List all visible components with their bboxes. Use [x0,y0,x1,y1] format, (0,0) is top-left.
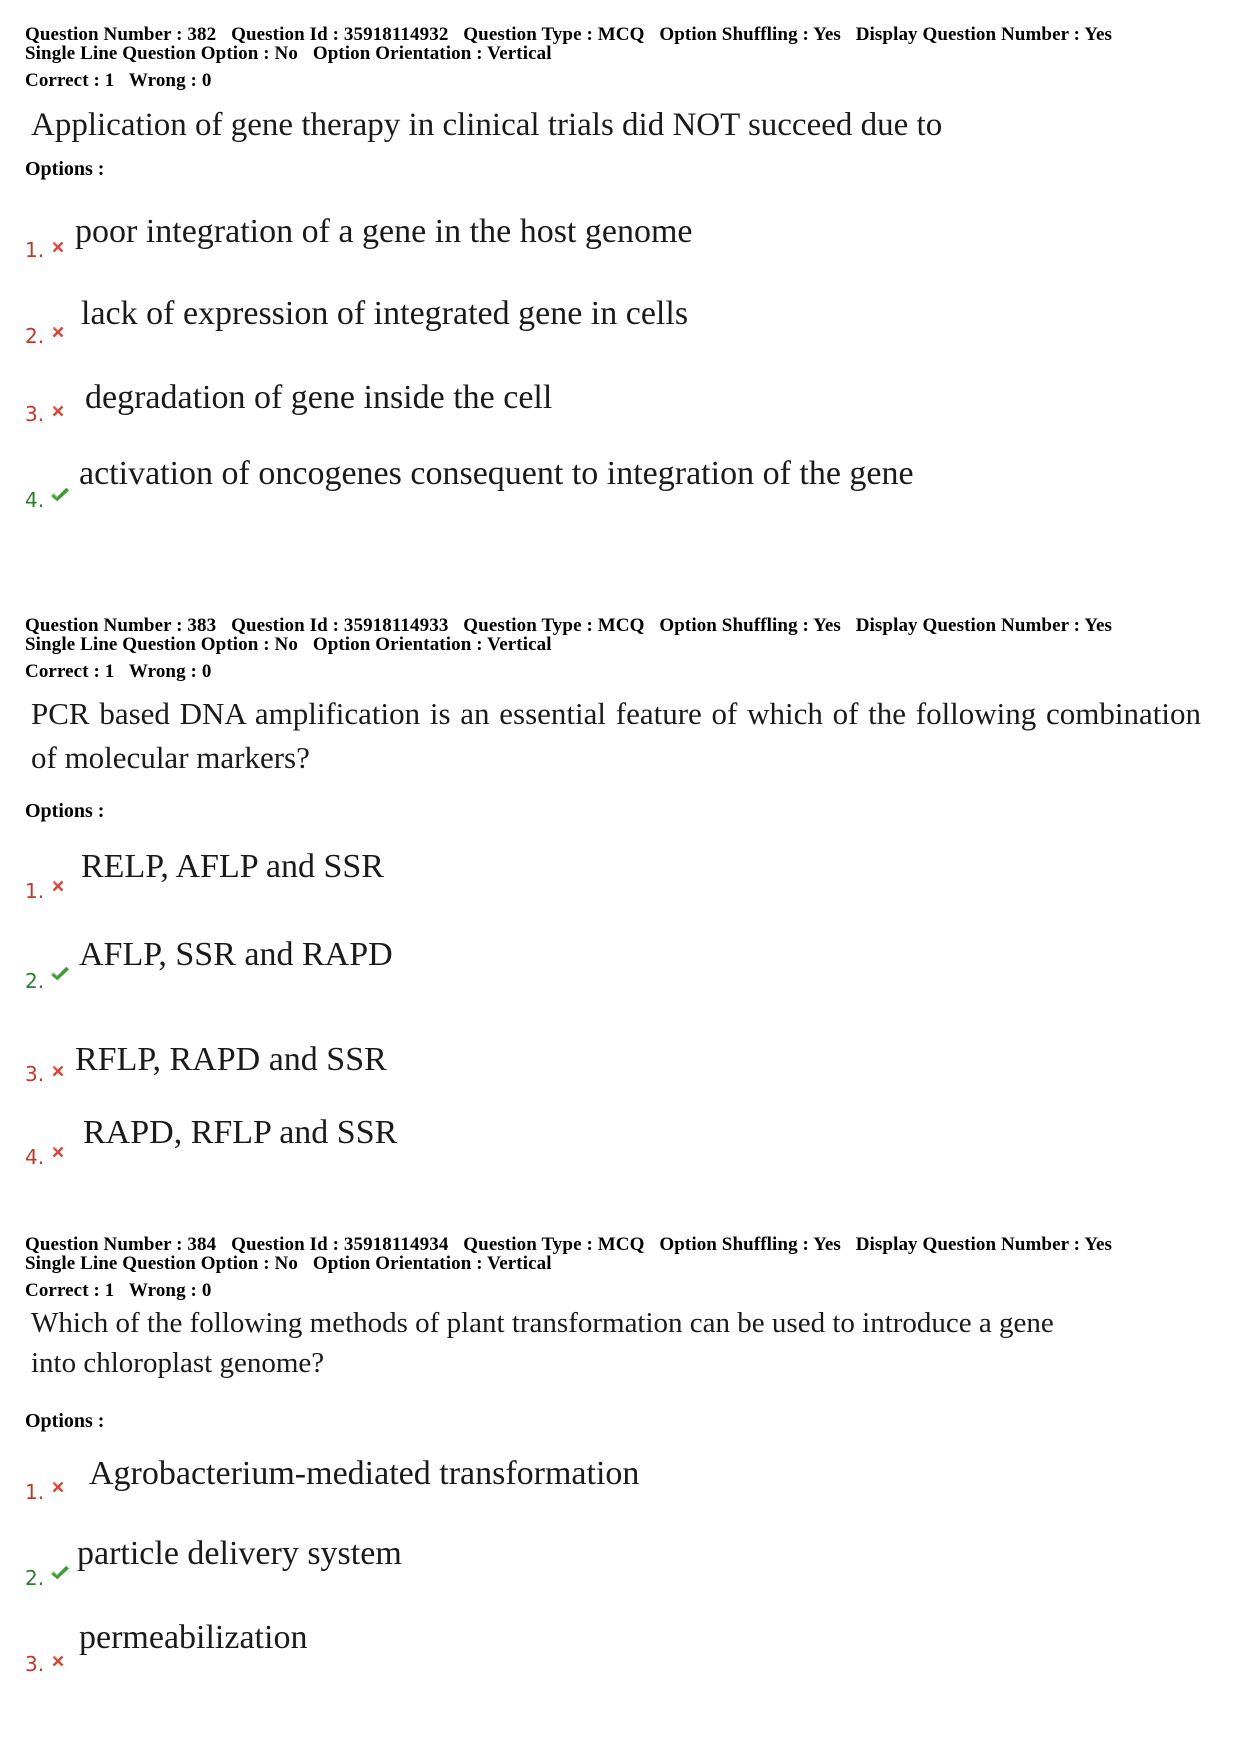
check-icon [49,1564,71,1582]
options-label: Options : [25,158,105,180]
option-1 [25,1434,1205,1504]
meta-correct: Correct : 1 [25,661,115,682]
meta-option-shuffling: Option Shuffling : Yes [659,24,841,45]
option-text: degradation of gene inside the cell [85,379,553,416]
meta-display-question-number: Display Question Number : Yes [855,1234,1112,1255]
option-number: 1. [25,1480,45,1504]
option-number: 1. [25,879,45,903]
meta-display-question-number: Display Question Number : Yes [855,615,1112,636]
meta-line-2 [25,634,1205,655]
option-number: 1. [25,238,45,262]
question-text: PCR based DNA amplification is an essential feature of which of the following combination of molecular markers? [31,696,1201,775]
option-3 [25,1010,1205,1086]
question-383 [25,615,1205,1169]
meta-line-2 [25,43,1205,64]
option-number: 2. [25,324,45,348]
cross-icon [49,1478,67,1496]
option-text: particle delivery system [77,1535,402,1572]
cross-icon [49,1143,67,1161]
option-4 [25,446,1205,512]
option-2 [25,1520,1205,1590]
question-text: Application of gene therapy in clinical trials did NOT succeed due to [31,107,943,143]
meta-option-shuffling: Option Shuffling : Yes [659,1234,841,1255]
option-text: Agrobacterium-mediated transformation [89,1455,640,1492]
option-number: 3. [25,1062,45,1086]
meta-wrong: Wrong : 0 [128,70,212,91]
option-1 [25,194,1205,262]
option-text: lack of expression of integrated gene in cells [81,295,689,332]
question-text-line-2: into chloroplast genome? [31,1347,325,1379]
question-meta [25,24,1205,91]
option-2 [25,915,1205,993]
question-text [31,1303,1205,1383]
option-number: 2. [25,969,45,993]
option-number: 4. [25,488,45,512]
cross-icon [49,323,67,341]
meta-line-1 [25,1234,1205,1255]
option-number: 4. [25,1145,45,1169]
meta-correct: Correct : 1 [25,1280,115,1301]
options-label: Options : [25,1410,105,1432]
check-icon [49,486,71,504]
meta-question-id: Question Id : 35918114933 [231,615,449,636]
meta-line-2 [25,1253,1205,1274]
cross-icon [49,402,67,420]
meta-option-orientation: Option Orientation : Vertical [312,1253,552,1274]
option-text: RELP, AFLP and SSR [81,848,384,885]
meta-option-orientation: Option Orientation : Vertical [312,43,552,64]
options-label: Options : [25,800,105,822]
meta-question-id: Question Id : 35918114934 [231,1234,449,1255]
option-1 [25,825,1205,903]
meta-option-orientation: Option Orientation : Vertical [312,634,552,655]
meta-question-id: Question Id : 35918114932 [231,24,449,45]
option-text: poor integration of a gene in the host genome [75,213,693,250]
cross-icon [49,877,67,895]
question-meta [25,615,1205,682]
meta-wrong: Wrong : 0 [128,1280,212,1301]
meta-option-shuffling: Option Shuffling : Yes [659,615,841,636]
option-2 [25,282,1205,348]
option-3 [25,366,1205,426]
question-text-line-1: Which of the following methods of plant transformation can be used to introduce a gene [31,1307,1054,1339]
meta-question-number: Question Number : 384 [25,1234,217,1255]
meta-line-1 [25,24,1205,45]
meta-score [25,70,1205,91]
meta-question-type: Question Type : MCQ [463,615,645,636]
meta-correct: Correct : 1 [25,70,115,91]
meta-single-line-option: Single Line Question Option : No [25,634,298,655]
question-meta [25,1234,1205,1301]
meta-score [25,661,1205,682]
cross-icon [49,1652,67,1670]
option-4 [25,1085,1205,1169]
option-number: 3. [25,1652,45,1676]
option-text: RAPD, RFLP and SSR [83,1114,398,1151]
option-text: activation of oncogenes consequent to integration of the gene [79,455,914,492]
option-number: 2. [25,1566,45,1590]
meta-single-line-option: Single Line Question Option : No [25,43,298,64]
meta-question-number: Question Number : 383 [25,615,217,636]
meta-question-type: Question Type : MCQ [463,1234,645,1255]
option-3 [25,1604,1205,1676]
meta-wrong: Wrong : 0 [128,661,212,682]
question-382 [25,24,1205,512]
option-text: RFLP, RAPD and SSR [75,1041,387,1078]
meta-score [25,1280,1205,1301]
meta-line-1 [25,615,1205,636]
meta-display-question-number: Display Question Number : Yes [855,24,1112,45]
cross-icon [49,238,67,256]
option-text: permeabilization [79,1619,308,1656]
meta-question-type: Question Type : MCQ [463,24,645,45]
cross-icon [49,1062,67,1080]
meta-question-number: Question Number : 382 [25,24,217,45]
question-384 [25,1234,1205,1676]
check-icon [49,965,71,983]
option-text: AFLP, SSR and RAPD [79,936,393,973]
option-number: 3. [25,402,45,426]
meta-single-line-option: Single Line Question Option : No [25,1253,298,1274]
